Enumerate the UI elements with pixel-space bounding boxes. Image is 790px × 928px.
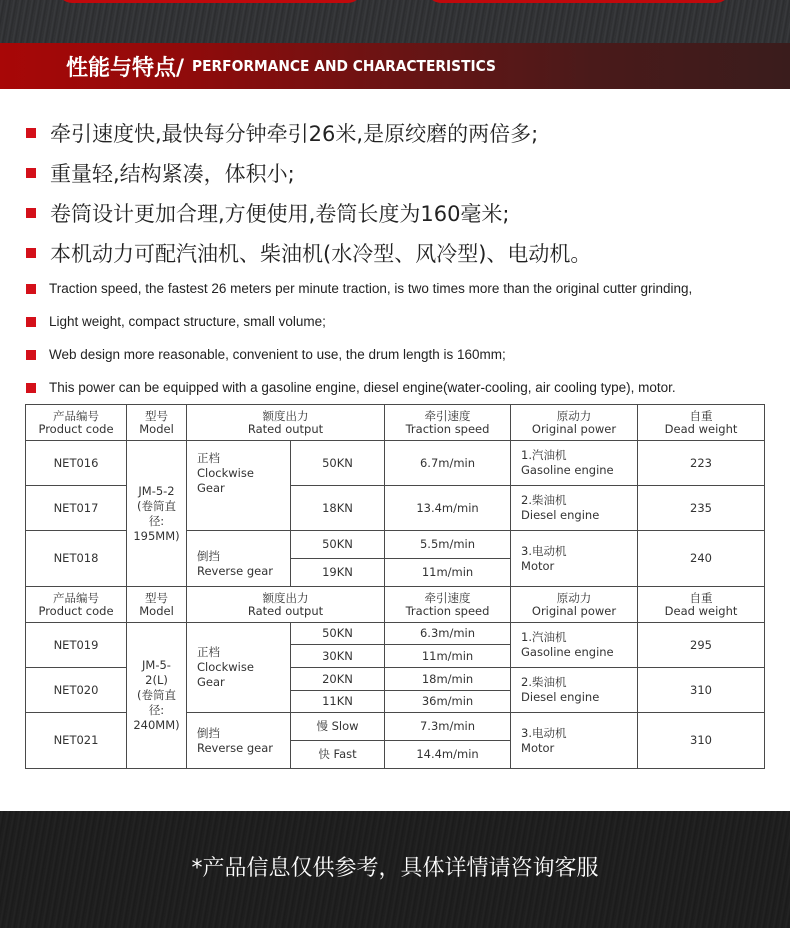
feature-item-en bbox=[26, 305, 692, 338]
features-list-cn bbox=[26, 113, 591, 273]
feature-item-cn bbox=[26, 153, 591, 193]
header-product-code: 产品编号 Product code bbox=[26, 587, 127, 623]
header-original-power: 原动力 Original power bbox=[511, 587, 638, 623]
feature-item-cn bbox=[26, 233, 591, 273]
header-model: 型号 Model bbox=[127, 405, 187, 441]
traction-speed: 5.5m/min bbox=[385, 531, 511, 559]
gear-clockwise: 正档 Clockwise Gear bbox=[187, 623, 291, 713]
original-power: 2.柴油机 Diesel engine bbox=[511, 668, 638, 713]
header-model: 型号 Model bbox=[127, 587, 187, 623]
header-original-power: 原动力 Original power bbox=[511, 405, 638, 441]
square-bullet-icon bbox=[26, 350, 36, 360]
header-rated-output: 额度出力 Rated output bbox=[187, 587, 385, 623]
original-power: 3.电动机 Motor bbox=[511, 531, 638, 587]
feature-text: 重量轻,结构紧凑，体积小; bbox=[50, 162, 295, 186]
feature-text: Traction speed, the fastest 26 meters per minute traction, is two times more than the original cutter grinding, bbox=[49, 281, 693, 296]
feature-text: This power can be equipped with a gasoline engine, diesel engine(water-cooling, air cooling type), motor. bbox=[49, 380, 676, 395]
feature-item-en bbox=[26, 272, 692, 305]
header-rated-output: 额度出力 Rated output bbox=[187, 405, 385, 441]
square-bullet-icon bbox=[26, 317, 36, 327]
traction-speed: 36m/min bbox=[385, 691, 511, 713]
traction-speed: 6.3m/min bbox=[385, 623, 511, 645]
table-header-row bbox=[26, 587, 765, 623]
header-dead-weight: 自重 Dead weight bbox=[638, 405, 765, 441]
rated-output: 50KN bbox=[291, 531, 385, 559]
top-decorative-band bbox=[0, 0, 790, 43]
model-cell: JM-5-2(L) (卷筒直径: 240MM) bbox=[127, 623, 187, 769]
features-list-en bbox=[26, 272, 692, 404]
header-product-code: 产品编号 Product code bbox=[26, 405, 127, 441]
traction-speed: 11m/min bbox=[385, 645, 511, 668]
feature-item-en bbox=[26, 371, 692, 404]
disclaimer-text: *产品信息仅供参考，具体详情请咨询客服 bbox=[191, 856, 599, 881]
model-cell: JM-5-2 (卷筒直径: 195MM) bbox=[127, 441, 187, 587]
original-power: 2.柴油机 Diesel engine bbox=[511, 486, 638, 531]
section-title-banner bbox=[0, 43, 790, 89]
dead-weight: 240 bbox=[638, 531, 765, 587]
square-bullet-icon bbox=[26, 128, 36, 138]
rated-output: 18KN bbox=[291, 486, 385, 531]
dead-weight: 310 bbox=[638, 668, 765, 713]
product-code: NET017 bbox=[26, 486, 127, 531]
table-row bbox=[26, 623, 765, 645]
dead-weight: 235 bbox=[638, 486, 765, 531]
top-tab-left bbox=[58, 0, 362, 3]
square-bullet-icon bbox=[26, 168, 36, 178]
table-row bbox=[26, 441, 765, 486]
dead-weight: 223 bbox=[638, 441, 765, 486]
feature-text: Web design more reasonable, convenient to use, the drum length is 160mm; bbox=[49, 347, 506, 362]
section-title-en: PERFORMANCE AND CHARACTERISTICS bbox=[192, 57, 497, 75]
feature-text: 卷筒设计更加合理,方便使用,卷筒长度为160毫米; bbox=[50, 202, 510, 226]
header-traction-speed: 牵引速度 Traction speed bbox=[385, 587, 511, 623]
traction-speed: 11m/min bbox=[385, 559, 511, 587]
product-code: NET018 bbox=[26, 531, 127, 587]
rated-output: 11KN bbox=[291, 691, 385, 713]
traction-speed: 14.4m/min bbox=[385, 741, 511, 769]
dead-weight: 295 bbox=[638, 623, 765, 668]
spec-table bbox=[25, 404, 765, 769]
dead-weight: 310 bbox=[638, 713, 765, 769]
gear-reverse: 倒挡 Reverse gear bbox=[187, 713, 291, 769]
footer-banner bbox=[0, 811, 790, 928]
header-traction-speed: 牵引速度 Traction speed bbox=[385, 405, 511, 441]
feature-item-cn bbox=[26, 113, 591, 153]
feature-text: 牵引速度快,最快每分钟牵引26米,是原绞磨的两倍多; bbox=[50, 122, 539, 146]
top-tab-right bbox=[427, 0, 730, 3]
feature-text: 本机动力可配汽油机、柴油机(水冷型、风冷型)、电动机。 bbox=[50, 242, 592, 266]
product-code: NET020 bbox=[26, 668, 127, 713]
original-power: 1.汽油机 Gasoline engine bbox=[511, 441, 638, 486]
rated-output: 20KN bbox=[291, 668, 385, 691]
product-code: NET021 bbox=[26, 713, 127, 769]
square-bullet-icon bbox=[26, 208, 36, 218]
product-code: NET019 bbox=[26, 623, 127, 668]
square-bullet-icon bbox=[26, 383, 36, 393]
rated-output: 慢 Slow bbox=[291, 713, 385, 741]
rated-output: 快 Fast bbox=[291, 741, 385, 769]
rated-output: 30KN bbox=[291, 645, 385, 668]
header-dead-weight: 自重 Dead weight bbox=[638, 587, 765, 623]
section-title-cn: 性能与特点/ bbox=[66, 55, 185, 81]
rated-output: 19KN bbox=[291, 559, 385, 587]
original-power: 3.电动机 Motor bbox=[511, 713, 638, 769]
traction-speed: 13.4m/min bbox=[385, 486, 511, 531]
rated-output: 50KN bbox=[291, 623, 385, 645]
traction-speed: 6.7m/min bbox=[385, 441, 511, 486]
rated-output: 50KN bbox=[291, 441, 385, 486]
traction-speed: 7.3m/min bbox=[385, 713, 511, 741]
gear-reverse: 倒挡 Reverse gear bbox=[187, 531, 291, 587]
original-power: 1.汽油机 Gasoline engine bbox=[511, 623, 638, 668]
feature-text: Light weight, compact structure, small volume; bbox=[49, 314, 326, 329]
product-code: NET016 bbox=[26, 441, 127, 486]
square-bullet-icon bbox=[26, 248, 36, 258]
feature-item-cn bbox=[26, 193, 591, 233]
traction-speed: 18m/min bbox=[385, 668, 511, 691]
gear-clockwise: 正档 Clockwise Gear bbox=[187, 441, 291, 531]
table-header-row bbox=[26, 405, 765, 441]
square-bullet-icon bbox=[26, 284, 36, 294]
feature-item-en bbox=[26, 338, 692, 371]
